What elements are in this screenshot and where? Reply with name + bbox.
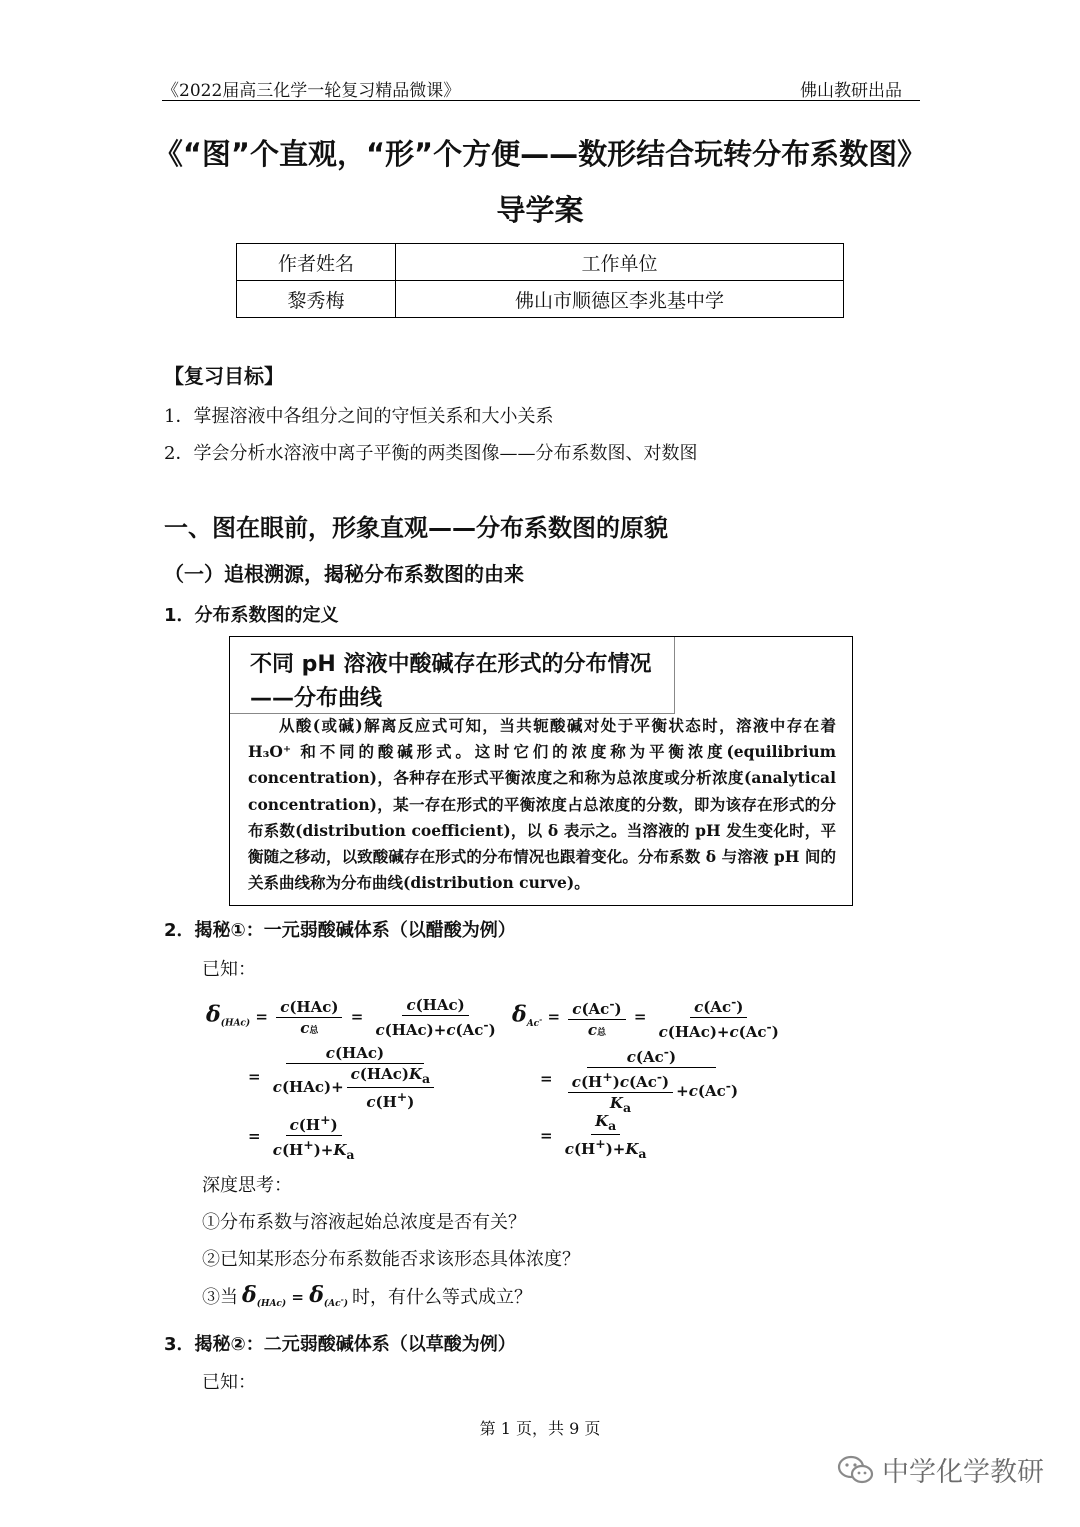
formula-hac-3: = $\frac{c(H^+)}{c(H^+)+K_a}$: [248, 1112, 355, 1162]
question-1: ①分布系数与溶液起始总浓度是否有关？: [202, 1212, 526, 1233]
excerpt-title-2: ——分布曲线: [250, 686, 383, 711]
doc-title: 《“图”个直观，“形”个方便——数形结合玩转分布系数图》: [153, 137, 927, 171]
author-table: [236, 243, 844, 318]
review-item-2: 2．学会分析水溶液中离子平衡的两类图像——分布系数图、对数图: [164, 443, 698, 464]
formula-ac-1: $\delta_{Ac^-}$ = $\frac{c(Ac^-)}{\text{c总}}$ = $\frac{c(Ac^-)}{c(HAc)+c(Ac^-)}$: [512, 994, 779, 1041]
section-heading: 一、图在眼前，形象直观——分布系数图的原貌: [164, 514, 668, 542]
item-definition: 1．分布系数图的定义: [164, 605, 339, 626]
formula-ac-3: = $\frac{K_a}{c(H^+)+K_a}$: [540, 1112, 647, 1161]
formula-hac-1: $\delta_{(HAc)}$ = $\frac{\text{c(HAc)}}{\text{c总}}$ = $\frac{\text{c(HAc)}}{c(HAc)+c(Ac^-)}$: [206, 996, 496, 1039]
unit-header: 工作单位: [396, 244, 844, 281]
header-right: 佛山教研出品: [800, 81, 902, 101]
author-header: 作者姓名: [237, 244, 396, 281]
watermark: [836, 1450, 1044, 1489]
header-rule: [162, 100, 920, 101]
page-footer: 第 1 页，共 9 页: [479, 1419, 601, 1438]
question-3-formula: $\delta_{(HAc)} = \delta_{(Ac^-)}$: [242, 1282, 348, 1309]
question-2: ②已知某形态分布系数能否求该形态具体浓度？: [202, 1249, 580, 1270]
formula-ac-2: = c(Ac-) $\frac{c(H^+)c(Ac^-)}{K_a}$ +c(Ac-): [540, 1044, 739, 1115]
watermark-text: 中学化学教研: [882, 1457, 1044, 1488]
review-heading: 【复习目标】: [164, 364, 284, 388]
think-label: 深度思考：: [202, 1175, 292, 1196]
item-diprotic: 3．揭秘②：二元弱酸碱体系（以草酸为例）: [164, 1334, 516, 1355]
doc-subtitle: 导学案: [496, 193, 584, 227]
author-unit: 佛山市顺德区李兆基中学: [396, 281, 844, 318]
excerpt-paragraph: 从酸(或碱)解离反应式可知，当共轭酸碱对处于平衡状态时，溶液中存在着 H₃O⁺ 和不同的酸碱形式。这时它们的浓度称为平衡浓度(equilibrium concentration)，各种存在形式平衡浓度之和称为总浓度或分析浓度(analytical concentration)，某一存在形式的平衡浓度占总浓度的分数，即为该存在形式的分布系数(distribution coefficient)，以 δ 表示之。当溶液的 pH 发生变化时，平衡随之移动，以致酸碱存在形式的分布情况也跟着变化。分布系数 δ 与溶液 pH 间的关系曲线称为分布曲线(distribution curve)。: [248, 716, 836, 893]
question-3: [202, 1282, 532, 1309]
formula-hac-2: = c(HAc) c(HAc)+ $\frac{c(HAc)K_a}{c(H^+)}$: [248, 1044, 444, 1111]
question-3-suffix: 时，有什么等式成立？: [352, 1286, 532, 1308]
review-item-1: 1．掌握溶液中各组分之间的守恒关系和大小关系: [164, 406, 554, 427]
author-name: 黎秀梅: [237, 281, 396, 318]
excerpt-title-1: 不同 pH 溶液中酸碱存在形式的分布情况: [250, 652, 652, 677]
known-label-2: 已知：: [202, 1372, 256, 1393]
wechat-icon: [836, 1454, 876, 1486]
header-left: 《2022届高三化学一轮复习精品微课》: [162, 81, 461, 101]
subsection-heading: （一）追根溯源，揭秘分布系数图的由来: [164, 562, 524, 586]
question-3-prefix: ③当: [202, 1286, 238, 1308]
known-label: 已知：: [202, 959, 256, 980]
textbook-excerpt: [229, 636, 853, 906]
item-monoprotic: 2．揭秘①：一元弱酸碱体系（以醋酸为例）: [164, 920, 516, 941]
